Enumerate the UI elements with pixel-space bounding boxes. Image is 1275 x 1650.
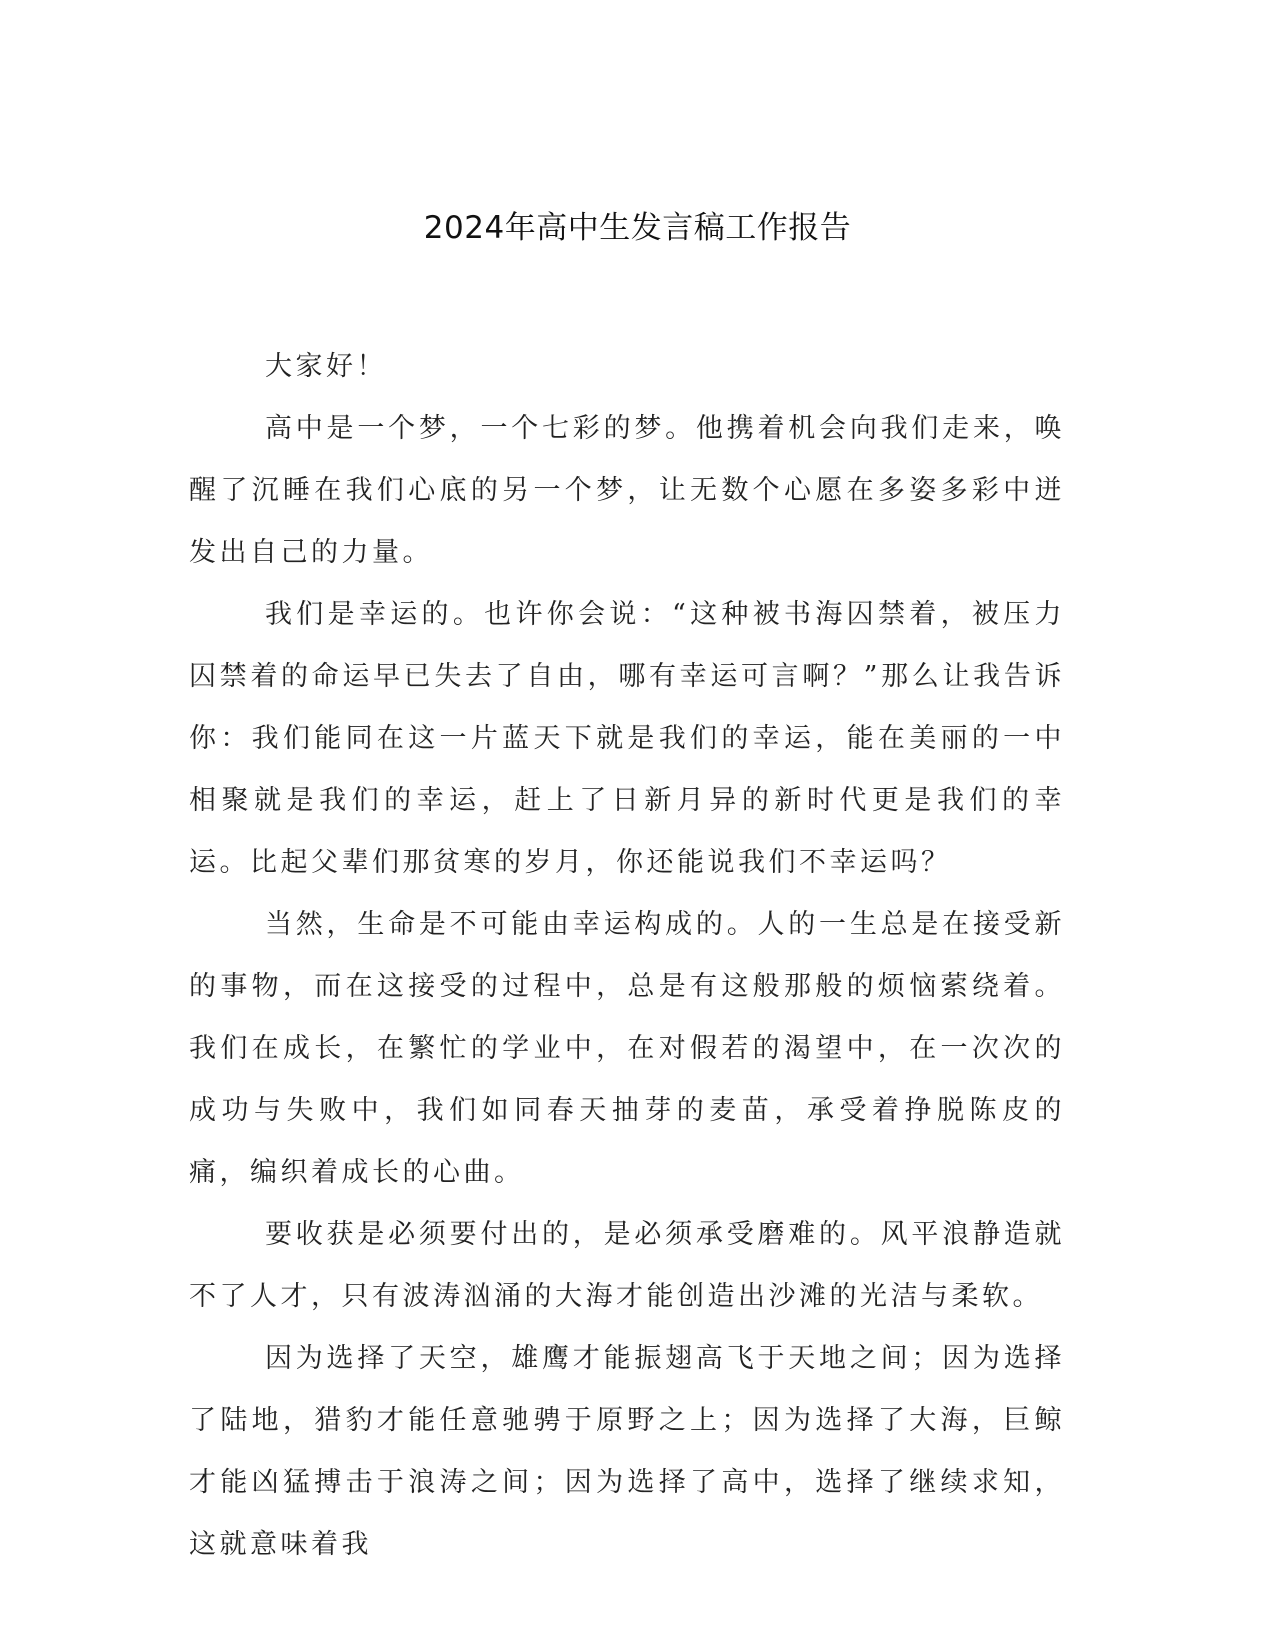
document-body bbox=[189, 336, 1065, 1576]
body-paragraph-5: 因为选择了天空，雄鹰才能振翅高飞于天地之间；因为选择了陆地，猎豹才能任意驰骋于原野之上；因为选择了大海，巨鲸才能凶猛搏击于浪涛之间；因为选择了高中，选择了继续求知，这就意味着我 bbox=[189, 1343, 1065, 1560]
body-paragraph-4: 要收获是必须要付出的，是必须承受磨难的。风平浪静造就不了人才，只有波涛汹涌的大海才能创造出沙滩的光洁与柔软。 bbox=[189, 1219, 1065, 1312]
body-paragraph-2: 我们是幸运的。也许你会说：“这种被书海囚禁着，被压力囚禁着的命运早已失去了自由，哪有幸运可言啊？”那么让我告诉你：我们能同在这一片蓝天下就是我们的幸运，能在美丽的一中相聚就是我们的幸运，赶上了日新月异的新时代更是我们的幸运。比起父辈们那贫寒的岁月，你还能说我们不幸运吗？ bbox=[189, 599, 1065, 878]
body-paragraph-1: 高中是一个梦，一个七彩的梦。他携着机会向我们走来，唤醒了沉睡在我们心底的另一个梦，让无数个心愿在多姿多彩中迸发出自己的力量。 bbox=[189, 413, 1065, 568]
document-title: 2024年高中生发言稿工作报告 bbox=[423, 210, 852, 246]
greeting-paragraph: 大家好！ bbox=[265, 351, 387, 382]
body-paragraph-3: 当然，生命是不可能由幸运构成的。人的一生总是在接受新的事物，而在这接受的过程中，总是有这般那般的烦恼萦绕着。我们在成长，在繁忙的学业中，在对假若的渴望中，在一次次的成功与失败中，我们如同春天抽芽的麦苗，承受着挣脱陈皮的痛，编织着成长的心曲。 bbox=[189, 909, 1065, 1188]
